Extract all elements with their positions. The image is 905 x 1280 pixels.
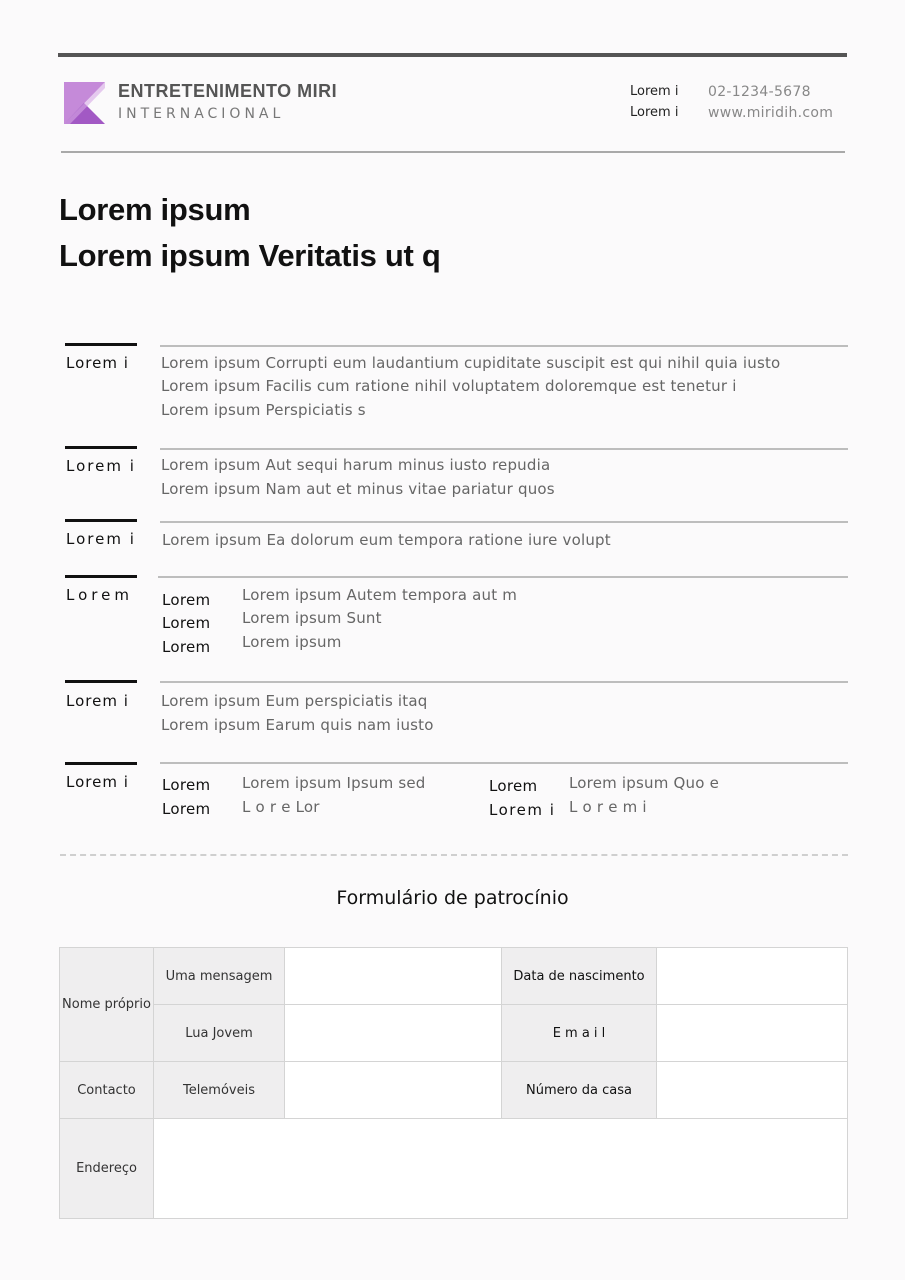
section-4-label: Lorem [66,586,133,604]
section-marker [65,575,137,578]
form-title: Formulário de patrocínio [336,887,569,909]
address-label: Endereço [60,1119,154,1219]
section-1-line: Lorem ipsum Facilis cum ratione nihil voluptatem doloremque est tenetur i [161,377,737,395]
section-4-line: Lorem ipsum Autem tempora aut m [242,586,518,604]
section-6-value: L o r e Lor [242,798,320,816]
section-6-value: Lorem ipsum Ipsum sed [242,774,426,792]
section-6-sublabel: Lorem [162,776,211,794]
section-3-label: Lorem i [66,530,136,548]
section-4-sublabel: Lorem [162,638,211,656]
phones-label: Telemóveis [154,1062,285,1119]
page-title-line-2: Lorem ipsum Veritatis ut q [59,238,441,273]
section-2-line: Lorem ipsum Nam aut et minus vitae pariatur quos [161,480,555,498]
young-field[interactable] [285,1005,502,1062]
header-divider [61,151,845,153]
birth-date-field[interactable] [657,948,848,1005]
section-6-sublabel: Lorem [162,800,211,818]
house-number-label: Número da casa [502,1062,657,1119]
message-label: Uma mensagem [154,948,285,1005]
company-subtitle: INTERNACIONAL [118,106,285,122]
section-5-line: Lorem ipsum Eum perspiciatis itaq [161,692,428,710]
section-3-line: Lorem ipsum Ea dolorum eum tempora ratione iure volupt [162,531,611,549]
section-6-label: Lorem i [66,773,129,791]
page-title-line-1: Lorem ipsum [59,192,251,227]
contact-label: Contacto [60,1062,154,1119]
email-label: E m a i l [502,1005,657,1062]
contact-web-value: www.miridih.com [708,105,834,121]
house-number-field[interactable] [657,1062,848,1119]
section-6-value: L o r e m i [569,798,647,816]
young-label: Lua Jovem [154,1005,285,1062]
birth-date-label: Data de nascimento [502,948,657,1005]
section-4-line: Lorem ipsum Sunt [242,609,382,627]
section-6-sublabel: Lorem [489,777,538,795]
name-label: Nome próprio [60,948,154,1062]
section-divider [160,345,848,347]
section-divider [160,448,848,450]
company-logo [64,82,105,124]
section-1-line: Lorem ipsum Perspiciatis s [161,401,366,419]
address-field[interactable] [154,1119,848,1219]
form-separator [60,854,848,856]
section-5-label: Lorem i [66,692,129,710]
section-4-sublabel: Lorem [162,591,211,609]
section-6-value: Lorem ipsum Quo e [569,774,719,792]
email-field[interactable] [657,1005,848,1062]
sponsorship-form-table [59,947,848,1219]
section-2-label: Lorem i [66,457,136,475]
section-5-line: Lorem ipsum Earum quis nam iusto [161,716,434,734]
section-1-label: Lorem i [66,354,129,372]
contact-phone-value: 02-1234-5678 [708,84,811,100]
contact-web-label: Lorem i [630,105,679,120]
section-1-line: Lorem ipsum Corrupti eum laudantium cupiditate suscipit est qui nihil quia iusto [161,354,781,372]
contact-phone-label: Lorem i [630,84,679,99]
top-rule [58,53,847,57]
section-4-sublabel: Lorem [162,614,211,632]
section-marker [65,680,137,683]
section-4-line: Lorem ipsum [242,633,342,651]
section-divider [160,762,848,764]
section-marker [65,519,137,522]
section-marker [65,762,137,765]
section-divider [160,521,848,523]
section-marker [65,343,137,346]
section-divider [158,576,848,578]
section-divider [160,681,848,683]
message-field[interactable] [285,948,502,1005]
section-marker [65,446,137,449]
section-2-line: Lorem ipsum Aut sequi harum minus iusto repudia [161,456,551,474]
phones-field[interactable] [285,1062,502,1119]
section-6-sublabel: Lorem i [489,801,556,819]
company-name: ENTRETENIMENTO MIRI [118,81,338,101]
